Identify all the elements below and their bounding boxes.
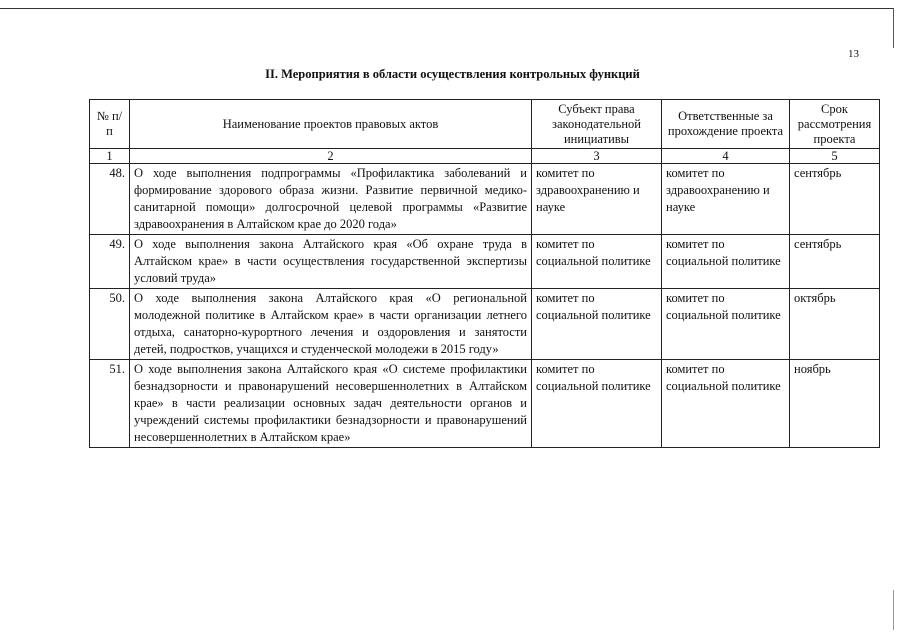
header-term: Срок рассмотрения проекта (790, 100, 880, 149)
review-term: сентябрь (790, 164, 880, 235)
header-subject: Субъект права законодательной инициативы (532, 100, 662, 149)
column-number: 2 (130, 149, 532, 164)
responsible-committee: комитет по социальной политике (662, 289, 790, 360)
page-number: 13 (848, 48, 859, 60)
review-term: ноябрь (790, 360, 880, 448)
review-term: октябрь (790, 289, 880, 360)
header-responsible: Ответственные за прохождение проекта (662, 100, 790, 149)
table-row (90, 360, 880, 448)
section-title: II. Мероприятия в области осуществления контрольных функций (265, 67, 640, 81)
row-number: 48. (90, 164, 130, 235)
act-name: О ходе выполнения закона Алтайского края «О региональной молодежной политике в Алтайском крае» в части организации летнего отдыха, санаторно-курортного лечения и оздоровления и занятости детей, подростков, учащихся и студенческой молодежи в 2015 году» (130, 289, 532, 360)
table-header-row (90, 100, 880, 149)
table-row (90, 235, 880, 289)
act-name: О ходе выполнения подпрограммы «Профилактика заболеваний и формирование здорового образа жизни. Развитие первичной медико-санитарной помощи» долгосрочной целевой программы «Развитие здравоохранения в Алтайском крае до 2020 года» (130, 164, 532, 235)
column-number: 3 (532, 149, 662, 164)
act-name: О ходе выполнения закона Алтайского края «Об охране труда в Алтайском крае» в части осуществления государственной экспертизы условий труда» (130, 235, 532, 289)
row-number: 49. (90, 235, 130, 289)
right-border-line (893, 8, 894, 48)
act-name: О ходе выполнения закона Алтайского края «О системе профилактики безнадзорности и правонарушений несовершеннолетних в Алтайском крае» в части реализации основных задач деятельности органов и учреждений системы профилактики безнадзорности и правонарушений несовершеннолетних в Алтайском крае» (130, 360, 532, 448)
top-border-line (0, 8, 893, 9)
row-number: 50. (90, 289, 130, 360)
responsible-committee: комитет по социальной политике (662, 360, 790, 448)
right-edge-mark (893, 590, 894, 630)
table-row (90, 164, 880, 235)
initiative-subject: комитет по социальной политике (532, 235, 662, 289)
initiative-subject: комитет по социальной политике (532, 289, 662, 360)
legal-acts-table (89, 99, 880, 448)
initiative-subject: комитет по здравоохранению и науке (532, 164, 662, 235)
initiative-subject: комитет по социальной политике (532, 360, 662, 448)
row-number: 51. (90, 360, 130, 448)
header-name: Наименование проектов правовых актов (130, 100, 532, 149)
responsible-committee: комитет по здравоохранению и науке (662, 164, 790, 235)
column-number: 1 (90, 149, 130, 164)
header-num: № п/п (90, 100, 130, 149)
responsible-committee: комитет по социальной политике (662, 235, 790, 289)
column-number-row (90, 149, 880, 164)
column-number: 5 (790, 149, 880, 164)
review-term: сентябрь (790, 235, 880, 289)
column-number: 4 (662, 149, 790, 164)
table-row (90, 289, 880, 360)
